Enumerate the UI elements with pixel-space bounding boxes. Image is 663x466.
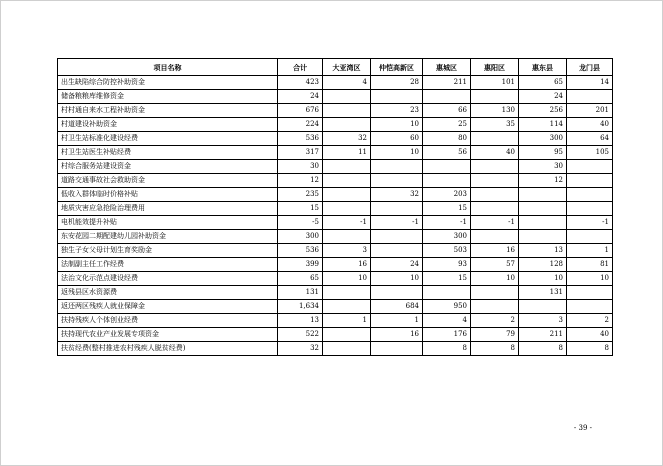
row-value-cell: 2 xyxy=(567,314,613,328)
row-value-cell xyxy=(471,230,519,244)
row-value-cell: 23 xyxy=(371,104,423,118)
row-value-cell: 10 xyxy=(323,272,371,286)
row-value-cell: 81 xyxy=(567,258,613,272)
row-value-cell: 65 xyxy=(278,272,323,286)
row-value-cell: 32 xyxy=(371,188,423,202)
row-value-cell: 300 xyxy=(423,230,471,244)
row-value-cell: 1,634 xyxy=(278,300,323,314)
column-header: 项目名称 xyxy=(58,59,278,76)
row-value-cell: 8 xyxy=(471,342,519,356)
row-item-name: 村村通自来水工程补助资金 xyxy=(58,104,278,118)
row-value-cell: 66 xyxy=(423,104,471,118)
row-value-cell xyxy=(323,188,371,202)
row-value-cell: 10 xyxy=(567,272,613,286)
column-header: 大亚湾区 xyxy=(323,59,371,76)
row-value-cell xyxy=(471,160,519,174)
column-header: 惠阳区 xyxy=(471,59,519,76)
column-header: 惠东县 xyxy=(519,59,567,76)
row-value-cell: 522 xyxy=(278,328,323,342)
row-value-cell: 211 xyxy=(423,76,471,90)
table-row xyxy=(58,104,613,118)
row-value-cell: -1 xyxy=(423,216,471,230)
row-value-cell: 28 xyxy=(371,76,423,90)
row-value-cell: 40 xyxy=(567,118,613,132)
row-value-cell: 676 xyxy=(278,104,323,118)
row-value-cell xyxy=(567,230,613,244)
row-value-cell xyxy=(323,286,371,300)
row-value-cell xyxy=(371,90,423,104)
table-row xyxy=(58,230,613,244)
row-value-cell: 24 xyxy=(519,90,567,104)
table-row xyxy=(58,202,613,216)
row-item-name: 返还两区残疾人就业保障金 xyxy=(58,300,278,314)
row-value-cell: 399 xyxy=(278,258,323,272)
row-value-cell: 40 xyxy=(471,146,519,160)
table-row xyxy=(58,272,613,286)
row-value-cell: 4 xyxy=(423,314,471,328)
row-value-cell: 30 xyxy=(278,160,323,174)
table-row xyxy=(58,160,613,174)
row-value-cell: 80 xyxy=(423,132,471,146)
row-value-cell: 131 xyxy=(519,286,567,300)
row-value-cell xyxy=(323,300,371,314)
row-value-cell xyxy=(567,286,613,300)
row-value-cell xyxy=(471,286,519,300)
row-value-cell: 105 xyxy=(567,146,613,160)
row-value-cell: -5 xyxy=(278,216,323,230)
row-item-name: 扶贫经费(整村推进农村残疾人脱贫经费) xyxy=(58,342,278,356)
row-value-cell xyxy=(471,300,519,314)
row-value-cell: 25 xyxy=(423,118,471,132)
row-item-name: 村道建设补助资金 xyxy=(58,118,278,132)
row-value-cell xyxy=(471,90,519,104)
row-value-cell xyxy=(567,174,613,188)
row-value-cell: 13 xyxy=(519,244,567,258)
row-value-cell: 114 xyxy=(519,118,567,132)
row-value-cell: 15 xyxy=(423,272,471,286)
row-value-cell: 79 xyxy=(471,328,519,342)
row-value-cell: 16 xyxy=(323,258,371,272)
row-value-cell: -1 xyxy=(567,216,613,230)
table-row xyxy=(58,174,613,188)
row-value-cell: 56 xyxy=(423,146,471,160)
row-value-cell: 130 xyxy=(471,104,519,118)
row-value-cell xyxy=(371,230,423,244)
row-value-cell: 24 xyxy=(371,258,423,272)
row-item-name: 地质灾害应急抢险治理费用 xyxy=(58,202,278,216)
row-value-cell: 2 xyxy=(471,314,519,328)
row-value-cell: 211 xyxy=(519,328,567,342)
row-item-name: 独生子女父母计划生育奖励金 xyxy=(58,244,278,258)
row-value-cell: 1 xyxy=(567,244,613,258)
row-value-cell: 503 xyxy=(423,244,471,258)
row-value-cell: 40 xyxy=(567,328,613,342)
row-value-cell: 60 xyxy=(371,132,423,146)
row-value-cell: 8 xyxy=(567,342,613,356)
row-value-cell: 10 xyxy=(371,272,423,286)
row-value-cell: 300 xyxy=(519,132,567,146)
table-row xyxy=(58,342,613,356)
table-row xyxy=(58,328,613,342)
row-value-cell xyxy=(423,174,471,188)
row-value-cell xyxy=(371,202,423,216)
row-value-cell: 235 xyxy=(278,188,323,202)
row-value-cell xyxy=(423,90,471,104)
row-value-cell: 10 xyxy=(371,146,423,160)
row-value-cell: 8 xyxy=(423,342,471,356)
row-item-name: 返残县区水资源费 xyxy=(58,286,278,300)
page-number: - 39 - xyxy=(573,424,592,432)
row-value-cell: 14 xyxy=(567,76,613,90)
column-header: 合计 xyxy=(278,59,323,76)
row-value-cell: 10 xyxy=(519,272,567,286)
row-value-cell: 423 xyxy=(278,76,323,90)
row-value-cell xyxy=(323,342,371,356)
column-header: 仲恺高新区 xyxy=(371,59,423,76)
row-value-cell: 1 xyxy=(323,314,371,328)
row-value-cell: 3 xyxy=(323,244,371,258)
row-value-cell xyxy=(567,90,613,104)
table-row xyxy=(58,188,613,202)
row-value-cell xyxy=(519,216,567,230)
table-row xyxy=(58,216,613,230)
row-value-cell: 8 xyxy=(519,342,567,356)
row-value-cell: 950 xyxy=(423,300,471,314)
row-value-cell xyxy=(371,286,423,300)
row-value-cell xyxy=(423,286,471,300)
row-value-cell: 32 xyxy=(323,132,371,146)
row-value-cell: 16 xyxy=(471,244,519,258)
row-value-cell: 15 xyxy=(423,202,471,216)
row-value-cell xyxy=(323,230,371,244)
row-item-name: 法治文化示范点建设经费 xyxy=(58,272,278,286)
row-value-cell: 101 xyxy=(471,76,519,90)
row-value-cell xyxy=(471,132,519,146)
table-row xyxy=(58,90,613,104)
row-item-name: 村卫生站医生补贴经费 xyxy=(58,146,278,160)
row-value-cell xyxy=(323,118,371,132)
row-value-cell: 93 xyxy=(423,258,471,272)
row-value-cell: -1 xyxy=(471,216,519,230)
table-row xyxy=(58,286,613,300)
row-value-cell: 64 xyxy=(567,132,613,146)
row-value-cell xyxy=(323,160,371,174)
row-item-name: 法制副主任工作经费 xyxy=(58,258,278,272)
row-value-cell: 3 xyxy=(519,314,567,328)
row-value-cell xyxy=(323,328,371,342)
row-item-name: 村卫生站标准化建设经费 xyxy=(58,132,278,146)
row-value-cell xyxy=(371,244,423,258)
table-body xyxy=(58,76,613,356)
row-value-cell xyxy=(371,174,423,188)
row-item-name: 东安花园二期配建幼儿园补助资金 xyxy=(58,230,278,244)
row-value-cell: 536 xyxy=(278,244,323,258)
row-value-cell xyxy=(471,174,519,188)
table-row xyxy=(58,244,613,258)
row-value-cell: 201 xyxy=(567,104,613,118)
row-value-cell: 13 xyxy=(278,314,323,328)
table-row xyxy=(58,76,613,90)
row-value-cell xyxy=(567,188,613,202)
table-row xyxy=(58,314,613,328)
row-value-cell xyxy=(323,104,371,118)
column-header: 龙门县 xyxy=(567,59,613,76)
row-item-name: 低收入群体临时价格补贴 xyxy=(58,188,278,202)
funding-table xyxy=(57,58,613,356)
row-value-cell: 1 xyxy=(371,314,423,328)
row-value-cell: 24 xyxy=(278,90,323,104)
row-value-cell xyxy=(519,230,567,244)
column-header: 惠城区 xyxy=(423,59,471,76)
row-value-cell: -1 xyxy=(371,216,423,230)
row-value-cell: 300 xyxy=(278,230,323,244)
table-row xyxy=(58,146,613,160)
row-value-cell: 10 xyxy=(471,272,519,286)
row-value-cell: 32 xyxy=(278,342,323,356)
row-value-cell: 12 xyxy=(278,174,323,188)
row-item-name: 扶持现代农业产业发展专项资金 xyxy=(58,328,278,342)
row-value-cell: 4 xyxy=(323,76,371,90)
row-value-cell xyxy=(323,90,371,104)
row-value-cell: 30 xyxy=(519,160,567,174)
row-value-cell: 57 xyxy=(471,258,519,272)
row-value-cell xyxy=(471,202,519,216)
row-value-cell xyxy=(567,202,613,216)
row-value-cell xyxy=(323,202,371,216)
row-value-cell: 10 xyxy=(371,118,423,132)
row-value-cell: -1 xyxy=(323,216,371,230)
row-value-cell: 317 xyxy=(278,146,323,160)
row-value-cell: 224 xyxy=(278,118,323,132)
row-item-name: 电机能效提升补贴 xyxy=(58,216,278,230)
row-value-cell xyxy=(567,160,613,174)
row-value-cell xyxy=(519,202,567,216)
row-value-cell: 128 xyxy=(519,258,567,272)
table-row xyxy=(58,258,613,272)
row-value-cell: 35 xyxy=(471,118,519,132)
row-value-cell xyxy=(567,300,613,314)
table-row xyxy=(58,132,613,146)
row-value-cell xyxy=(323,174,371,188)
row-value-cell: 12 xyxy=(519,174,567,188)
row-value-cell: 15 xyxy=(278,202,323,216)
row-value-cell xyxy=(519,300,567,314)
row-item-name: 扶持残疾人个体创业经费 xyxy=(58,314,278,328)
row-value-cell: 536 xyxy=(278,132,323,146)
row-value-cell: 684 xyxy=(371,300,423,314)
table-row xyxy=(58,118,613,132)
row-value-cell: 65 xyxy=(519,76,567,90)
row-value-cell xyxy=(423,160,471,174)
row-item-name: 储备粮粮库维修资金 xyxy=(58,90,278,104)
row-value-cell xyxy=(371,342,423,356)
row-value-cell: 203 xyxy=(423,188,471,202)
row-value-cell: 131 xyxy=(278,286,323,300)
row-item-name: 道路交通事故社会救助资金 xyxy=(58,174,278,188)
row-value-cell: 16 xyxy=(371,328,423,342)
row-value-cell xyxy=(371,160,423,174)
row-value-cell xyxy=(471,188,519,202)
table-header-row xyxy=(58,59,613,76)
row-item-name: 村综合服务站建设资金 xyxy=(58,160,278,174)
row-value-cell xyxy=(519,188,567,202)
row-value-cell: 95 xyxy=(519,146,567,160)
row-value-cell: 256 xyxy=(519,104,567,118)
table-row xyxy=(58,300,613,314)
row-value-cell: 11 xyxy=(323,146,371,160)
row-value-cell: 176 xyxy=(423,328,471,342)
row-item-name: 出生缺陷综合防控补助资金 xyxy=(58,76,278,90)
